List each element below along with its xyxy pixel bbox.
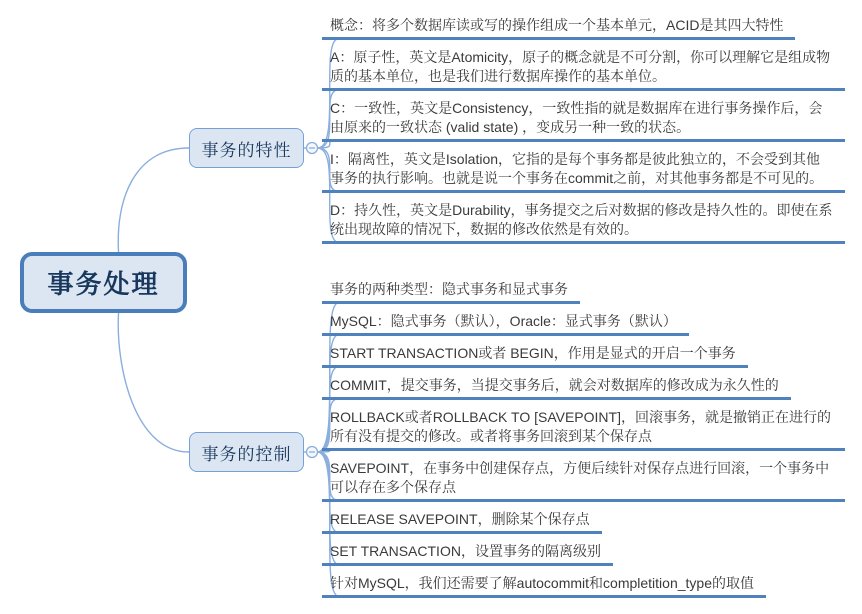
mindmap-leaf[interactable]: D：持久性，英文是Durability，事务提交之后对数据的修改是持久性的。即使在系统出现故障的情况下，数据的修改依然是有效的。 bbox=[322, 201, 845, 244]
root-label: 事务处理 bbox=[47, 269, 160, 299]
branch-label: 事务的控制 bbox=[201, 444, 292, 464]
mindmap-leaf[interactable]: 事务的两种类型：隐式事务和显式事务 bbox=[322, 280, 580, 304]
mindmap-leaf[interactable]: START TRANSACTION或者 BEGIN，作用是显式的开启一个事务 bbox=[322, 344, 748, 368]
mindmap-leaf[interactable]: 针对MySQL，我们还需要了解autocommit和completition_type的取值 bbox=[322, 574, 766, 598]
mindmap-leaf[interactable]: SAVEPOINT，在事务中创建保存点，方便后续针对保存点进行回滚，一个事务中可以存在多个保存点 bbox=[322, 459, 845, 502]
branch-leaves-properties bbox=[322, 16, 845, 244]
branch-leaves-control bbox=[322, 280, 845, 598]
mindmap-leaf[interactable]: ROLLBACK或者ROLLBACK TO [SAVEPOINT]，回滚事务，就是撤销正在进行的所有没有提交的修改。或者将事务回滚到某个保存点 bbox=[322, 408, 845, 451]
mindmap-leaf[interactable]: C：一致性，英文是Consistency，一致性指的就是数据库在进行事务操作后，会由原来的一致状态 (valid state) ，变成另一种一致的状态。 bbox=[322, 99, 845, 142]
mindmap-leaf[interactable]: RELEASE SAVEPOINT，删除某个保存点 bbox=[322, 510, 602, 534]
mindmap-leaf[interactable]: I：隔离性，英文是Isolation，它指的是每个事务都是彼此独立的，不会受到其他事务的执行影响。也就是说一个事务在commit之前，对其他事务都是不可见的。 bbox=[322, 150, 845, 193]
mindmap-leaf[interactable]: SET TRANSACTION，设置事务的隔离级别 bbox=[322, 542, 613, 566]
branch-label: 事务的特性 bbox=[201, 140, 292, 160]
mindmap-leaf[interactable]: A：原子性，英文是Atomicity，原子的概念就是不可分割，你可以理解它是组成物质的基本单位，也是我们进行数据库操作的基本单位。 bbox=[322, 48, 845, 91]
branch-node-transaction-control[interactable] bbox=[189, 432, 304, 472]
mindmap-leaf[interactable]: MySQL：隐式事务（默认），Oracle：显式事务（默认） bbox=[322, 312, 689, 336]
mindmap-leaf[interactable]: 概念：将多个数据库读或写的操作组成一个基本单元，ACID是其四大特性 bbox=[322, 16, 795, 40]
root-branch-connector bbox=[118, 148, 189, 252]
branch-node-transaction-properties[interactable] bbox=[189, 128, 304, 168]
root-branch-connector bbox=[118, 313, 189, 452]
mindmap-leaf[interactable]: COMMIT，提交事务，当提交事务后，就会对数据库的修改成为永久性的 bbox=[322, 376, 791, 400]
root-node-transaction-processing[interactable] bbox=[20, 252, 187, 313]
